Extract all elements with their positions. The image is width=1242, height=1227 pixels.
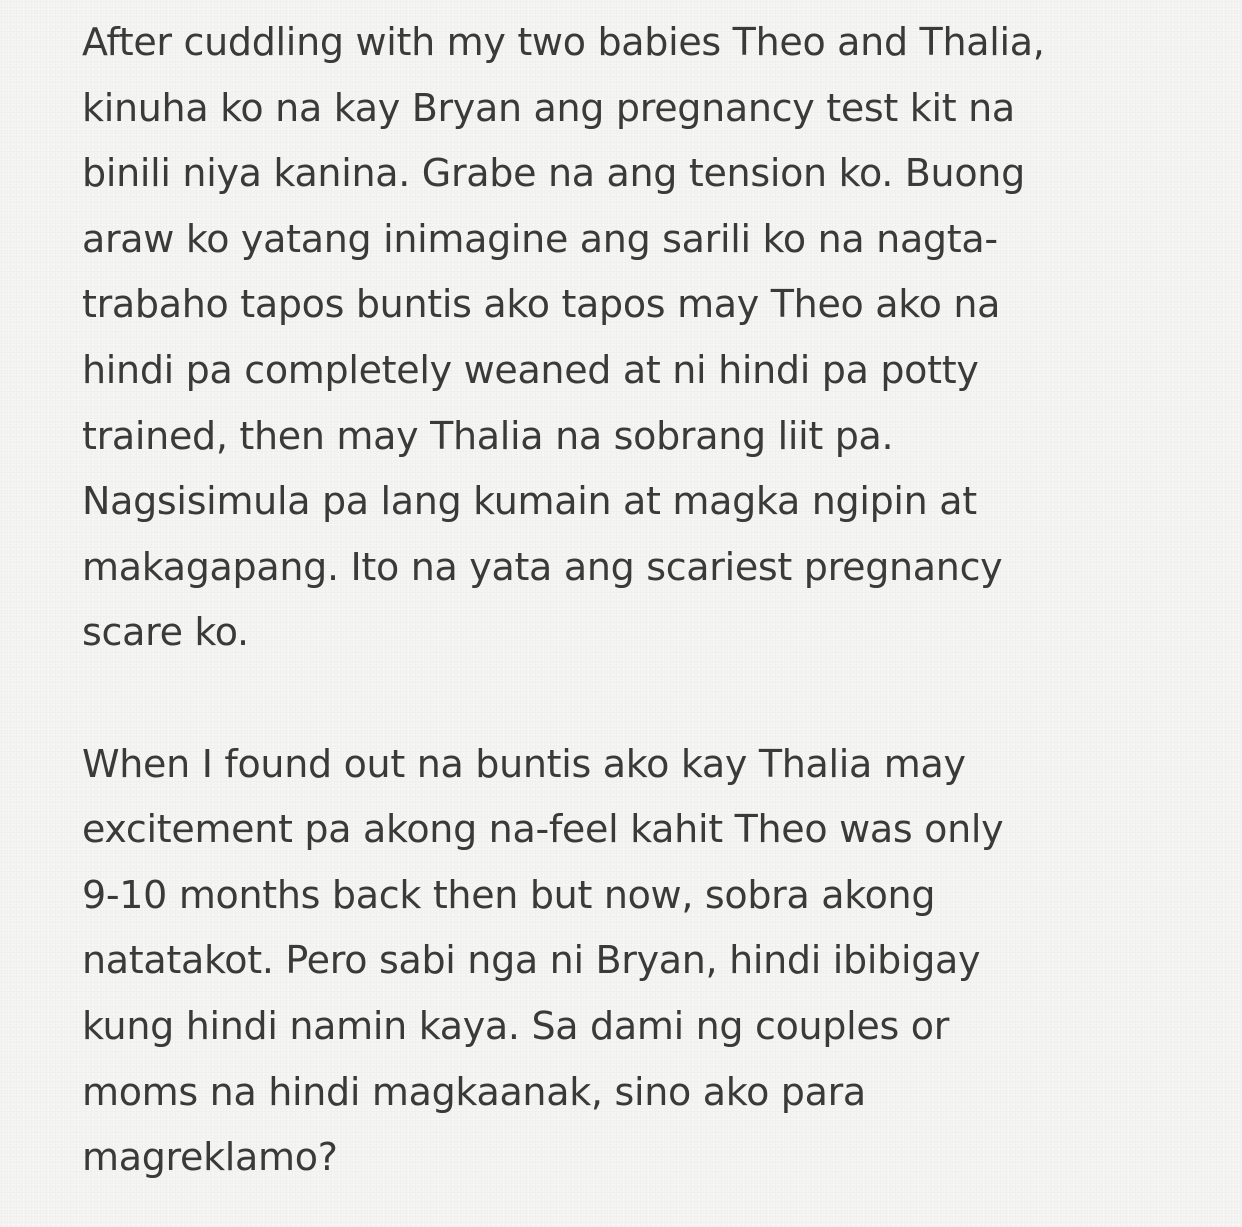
- text-line: When I found out na buntis ako kay Thalia may: [82, 741, 966, 786]
- text-line: natatakot. Pero sabi nga ni Bryan, hindi ibibigay: [82, 938, 981, 983]
- text-line: binili niya kanina. Grabe na ang tension ko. Buong: [82, 151, 1025, 196]
- text-line: scare ko.: [82, 610, 249, 655]
- paragraph-1: [82, 10, 1162, 666]
- paragraph-2: [82, 732, 1162, 1191]
- text-line: makagapang. Ito na yata ang scariest pregnancy: [82, 544, 1003, 589]
- text-line: trabaho tapos buntis ako tapos may Theo ako na: [82, 282, 1001, 327]
- note-body: [82, 10, 1162, 1191]
- text-line: hindi pa completely weaned at ni hindi pa potty: [82, 347, 979, 392]
- text-line: kinuha ko na kay Bryan ang pregnancy test kit na: [82, 85, 1015, 130]
- paragraph-spacer: [82, 666, 1162, 732]
- text-line: 9-10 months back then but now, sobra akong: [82, 872, 936, 917]
- text-line: excitement pa akong na-feel kahit Theo was only: [82, 807, 1004, 852]
- text-line: trained, then may Thalia na sobrang liit pa.: [82, 413, 894, 458]
- text-line: Nagsisimula pa lang kumain at magka ngipin at: [82, 479, 977, 524]
- text-line: kung hindi namin kaya. Sa dami ng couples or: [82, 1003, 950, 1048]
- text-line: moms na hindi magkaanak, sino ako para: [82, 1069, 866, 1114]
- text-line: araw ko yatang inimagine ang sarili ko na nagta-: [82, 216, 998, 261]
- text-line: magreklamo?: [82, 1135, 338, 1180]
- text-line: After cuddling with my two babies Theo and Thalia,: [82, 20, 1045, 64]
